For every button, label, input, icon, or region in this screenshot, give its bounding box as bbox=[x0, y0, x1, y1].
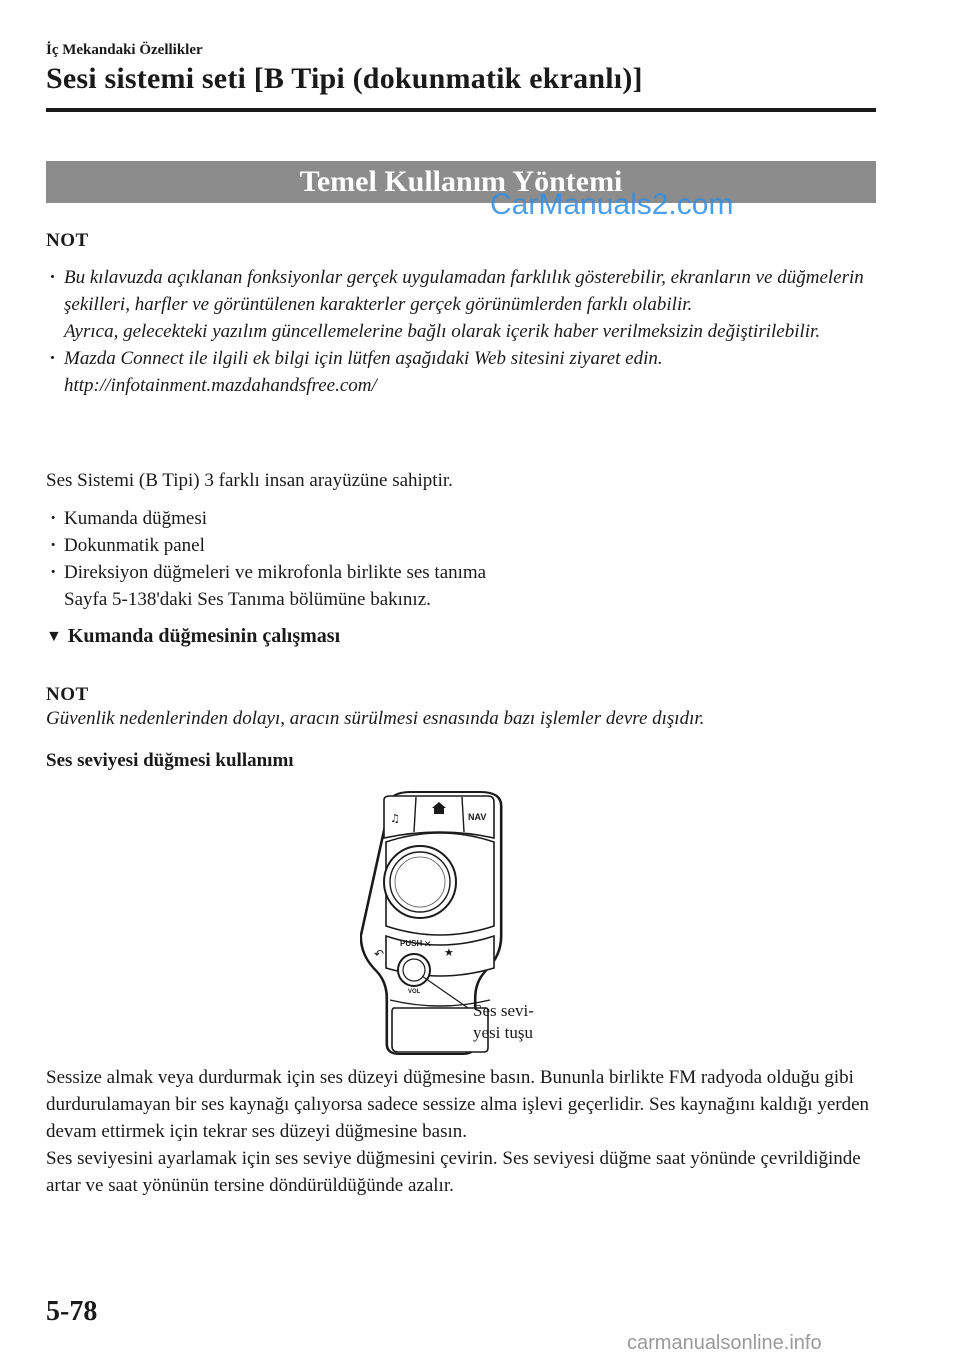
vol-label: VOL bbox=[408, 989, 421, 995]
callout-line: Ses sevi- bbox=[473, 1001, 534, 1020]
body-text bbox=[46, 1064, 886, 1199]
note-item-text: · Bu kılavuzda açıklanan fonksiyonlar gerçek uygulamadan farklılık gösterebilir, ekranların ve düğmelerin şekilleri, harfler ve görüntülenen karakterler gerçek görünümlerden farklı olabilir. bbox=[64, 267, 864, 315]
page-reference: Sayfa 5-138'daki Ses Tanıma bölümüne bakınız. bbox=[64, 589, 431, 610]
section-banner: Temel Kullanım Yöntemi bbox=[46, 161, 876, 203]
nav-label: NAV bbox=[468, 812, 487, 822]
note-item-text: · Mazda Connect ile ilgili ek bilgi için lütfen aşağıdaki Web sitesini ziyaret edin. bbox=[64, 348, 663, 369]
section-label: İç Mekandaki Özellikler bbox=[46, 42, 203, 58]
volume-heading: Ses seviyesi düğmesi kullanımı bbox=[46, 750, 294, 771]
list-item-text: · Direksiyon düğmeleri ve mikrofonla birlikte ses tanıma bbox=[64, 562, 487, 583]
note-item bbox=[46, 264, 886, 345]
list-item: · Dokunmatik panel bbox=[46, 532, 886, 559]
mute-icon: ✕ bbox=[424, 940, 432, 950]
note-text: Güvenlik nedenlerinden dolayı, aracın sürülmesi esnasında bazı işlemler devre dışıdır. bbox=[46, 708, 705, 729]
list-item bbox=[46, 559, 886, 613]
intro-paragraph: Ses Sistemi (B Tipi) 3 farklı insan arayüzüne sahiptir. bbox=[46, 470, 453, 491]
subsection-heading bbox=[46, 625, 340, 648]
svg-text:♫: ♫ bbox=[390, 812, 400, 825]
back-icon: ↶ bbox=[374, 947, 385, 961]
body-paragraph: Ses seviyesini ayarlamak için ses seviye düğmesini çevirin. Ses seviyesi düğme saat yönünde çevrildiğinde artar ve saat yönünün tersine döndürüldüğünde azalır. bbox=[46, 1148, 861, 1196]
page-number: 5-78 bbox=[46, 1296, 98, 1327]
chapter-title: Sesi sistemi seti [B Tipi (dokunmatik ekranlı)] bbox=[46, 62, 643, 95]
note-item bbox=[46, 345, 886, 399]
volume-button-callout bbox=[473, 1000, 534, 1044]
note-list bbox=[46, 264, 886, 399]
push-label: PUSH bbox=[400, 939, 423, 948]
watermark: CarManuals2.com bbox=[490, 188, 734, 221]
list-item: · Kumanda düğmesi bbox=[46, 505, 886, 532]
note-label: NOT bbox=[46, 230, 89, 251]
interface-list bbox=[46, 505, 886, 613]
title-rule bbox=[46, 108, 876, 112]
note-item-text: Ayrıca, gelecekteki yazılım güncellemelerine bağlı olarak içerik haber verilmeksizin değiştirilebilir. bbox=[64, 321, 821, 342]
triangle-marker-icon: ▼ bbox=[46, 628, 62, 645]
body-paragraph: Sessize almak veya durdurmak için ses düzeyi düğmesine basın. Bununla birlikte FM radyoda olduğu gibi durdurulamayan bir ses kaynağı çalıyorsa sadece sessize alma işlevi geçerlidir. Ses kaynağını kaldığı yerden devam ettirmek için tekrar ses düzeyi düğmesine basın. bbox=[46, 1067, 870, 1142]
callout-line: yesi tuşu bbox=[473, 1023, 533, 1042]
note-label: NOT bbox=[46, 684, 89, 705]
subsection-title: Kumanda düğmesinin çalışması bbox=[67, 625, 341, 647]
website-link[interactable]: http://infotainment.mazdahandsfree.com/ bbox=[64, 375, 377, 396]
footer-watermark: carmanualsonline.info bbox=[627, 1332, 822, 1354]
favorite-star-icon: ★ bbox=[444, 946, 454, 959]
